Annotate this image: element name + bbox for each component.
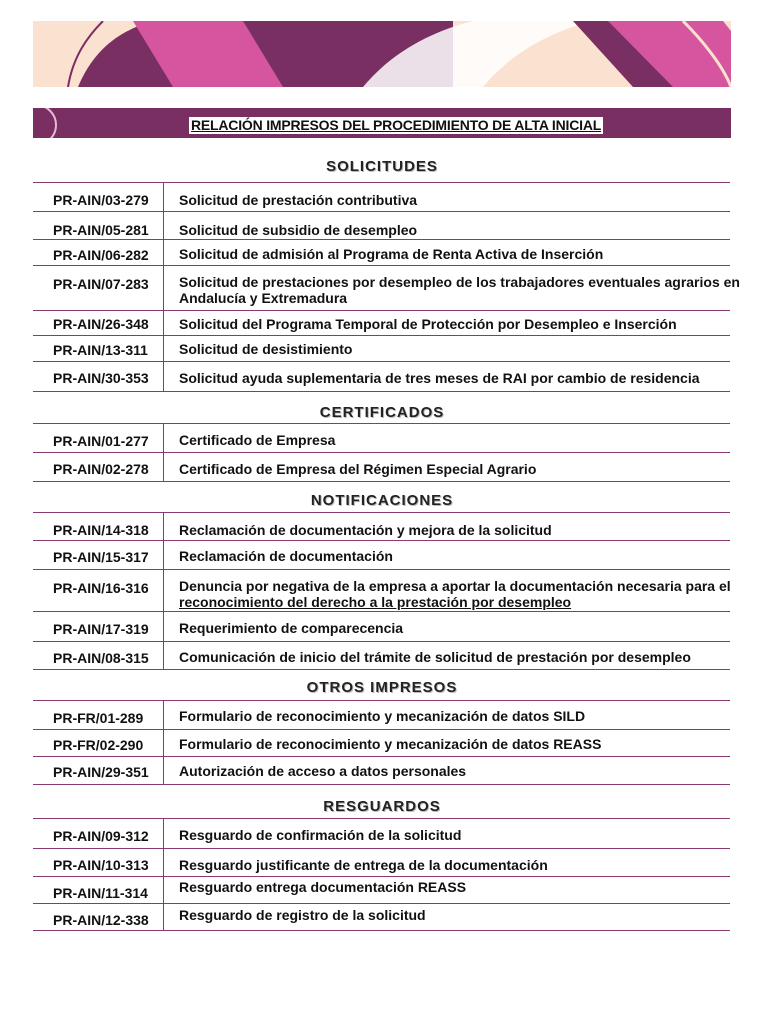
table-row <box>33 513 730 541</box>
form-description <box>179 274 740 306</box>
table-row <box>33 904 730 931</box>
section-title-resguardos: RESGUARDOS <box>323 798 441 815</box>
form-code: PR-AIN/17-319 <box>53 621 149 637</box>
table-row <box>33 730 730 757</box>
table-row <box>33 336 730 362</box>
form-code: PR-AIN/01-277 <box>53 433 149 449</box>
form-description: Resguardo entrega documentación REASS <box>179 879 467 895</box>
table-row <box>33 757 730 785</box>
table-row <box>33 212 730 240</box>
table-solicitudes <box>33 182 740 392</box>
form-description: Certificado de Empresa del Régimen Especial Agrario <box>179 461 537 477</box>
form-description: Solicitud ayuda suplementaria de tres meses de RAI por cambio de residencia <box>179 370 700 386</box>
page-title: RELACIÓN IMPRESOS DEL PROCEDIMIENTO DE ALTA INICIAL <box>191 117 602 133</box>
form-description: Resguardo justificante de entrega de la documentación <box>179 857 548 873</box>
form-description-line-2: Andalucía y Extremadura <box>179 290 348 306</box>
form-code: PR-AIN/30-353 <box>53 370 149 386</box>
table-notificaciones <box>33 512 730 670</box>
section-title-notificaciones: NOTIFICACIONES <box>310 492 454 509</box>
table-row <box>33 453 730 482</box>
form-description: Reclamación de documentación y mejora de la solicitud <box>179 522 552 538</box>
form-description: Comunicación de inicio del trámite de solicitud de prestación por desempleo <box>179 649 691 665</box>
section-title-otros-impresos: OTROS IMPRESOS <box>306 679 458 696</box>
table-row <box>33 612 730 642</box>
form-code: PR-AIN/05-281 <box>53 222 149 238</box>
title-bar <box>33 108 731 138</box>
table-row <box>33 311 730 336</box>
form-description: Solicitud de prestación contributiva <box>179 192 418 208</box>
table-row <box>33 570 730 612</box>
table-row <box>33 424 730 453</box>
form-description-line-1: Denuncia por negativa de la empresa a aportar la documentación necesaria para el <box>179 578 731 594</box>
form-code: PR-AIN/15-317 <box>53 549 149 565</box>
form-description: Reclamación de documentación <box>179 548 393 564</box>
form-code: PR-AIN/03-279 <box>53 192 149 208</box>
table-row <box>33 642 730 670</box>
form-description: Solicitud de subsidio de desempleo <box>179 222 418 238</box>
form-code: PR-AIN/12-338 <box>53 912 149 928</box>
form-code: PR-AIN/26-348 <box>53 316 149 332</box>
form-code: PR-AIN/08-315 <box>53 650 149 666</box>
table-resguardos <box>33 818 730 931</box>
table-row <box>33 701 730 730</box>
form-description <box>179 578 730 610</box>
form-description-line-1: Solicitud de prestaciones por desempleo de los trabajadores eventuales agrarios en <box>179 274 740 290</box>
form-code: PR-AIN/14-318 <box>53 522 149 538</box>
form-code: PR-AIN/16-316 <box>53 580 149 596</box>
table-row <box>33 819 730 849</box>
form-code: PR-AIN/02-278 <box>53 461 149 477</box>
form-code: PR-FR/02-290 <box>53 737 144 753</box>
table-row <box>33 362 730 392</box>
table-otros-impresos <box>33 700 730 785</box>
table-row <box>33 240 730 266</box>
decorative-banner <box>33 21 731 87</box>
table-row <box>33 877 730 904</box>
form-description: Resguardo de confirmación de la solicitud <box>179 827 462 843</box>
form-code: PR-AIN/11-314 <box>53 885 148 901</box>
decorative-swirl <box>33 108 57 138</box>
form-description: Autorización de acceso a datos personales <box>179 763 467 779</box>
table-row <box>33 849 730 877</box>
table-row <box>33 183 730 212</box>
form-description-line-2: reconocimiento del derecho a la prestación por desempleo <box>179 594 572 610</box>
banner-graphic <box>33 21 731 87</box>
table-row <box>33 541 730 570</box>
form-code: PR-AIN/29-351 <box>53 764 149 780</box>
table-certificados <box>33 423 730 482</box>
section-title-certificados: CERTIFICADOS <box>319 404 445 421</box>
form-code: PR-AIN/06-282 <box>53 247 149 263</box>
form-description: Requerimiento de comparecencia <box>179 620 404 636</box>
form-code: PR-AIN/07-283 <box>53 276 149 292</box>
form-code: PR-AIN/09-312 <box>53 828 149 844</box>
form-code: PR-AIN/13-311 <box>53 342 148 358</box>
form-description: Solicitud de desistimiento <box>179 341 353 357</box>
section-title-solicitudes: SOLICITUDES <box>326 158 438 175</box>
form-code: PR-AIN/10-313 <box>53 857 149 873</box>
table-row <box>33 266 740 311</box>
form-description: Certificado de Empresa <box>179 432 336 448</box>
form-description: Formulario de reconocimiento y mecanización de datos REASS <box>179 736 602 752</box>
form-code: PR-FR/01-289 <box>53 710 144 726</box>
form-description: Formulario de reconocimiento y mecanización de datos SILD <box>179 708 586 724</box>
form-description: Solicitud del Programa Temporal de Protección por Desempleo e Inserción <box>179 316 677 332</box>
form-description: Solicitud de admisión al Programa de Renta Activa de Inserción <box>179 246 604 262</box>
form-description: Resguardo de registro de la solicitud <box>179 907 426 923</box>
